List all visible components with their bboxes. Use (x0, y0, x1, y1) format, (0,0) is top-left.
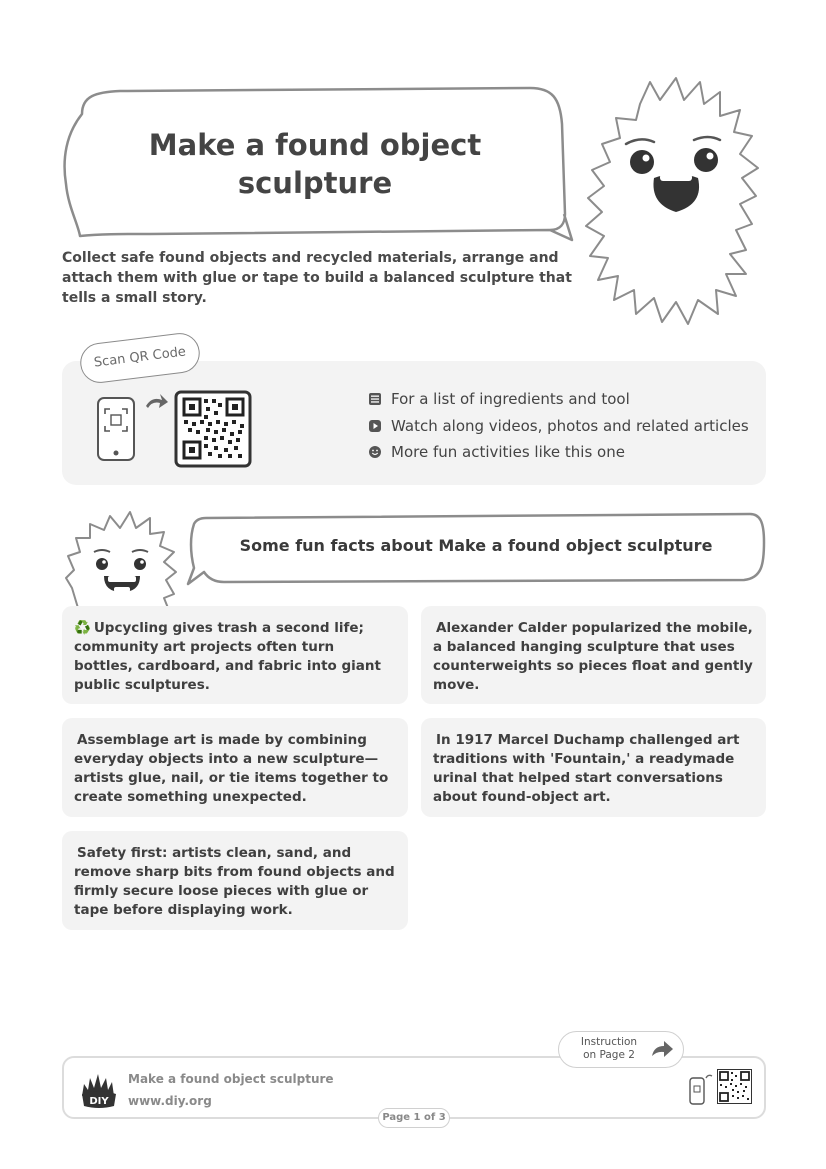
page-indicator: Page 1 of 3 (378, 1108, 450, 1128)
mini-phone-icon (688, 1072, 714, 1106)
phone-icon (98, 398, 134, 460)
qr-item-label: For a list of ingredients and tool (391, 390, 630, 409)
svg-text:DIY: DIY (89, 1096, 109, 1107)
phone-scan-illustration (96, 384, 256, 468)
instruction-link-label: Instruction on Page 2 (580, 1036, 638, 1061)
page-title: Make a found object sculpture (148, 128, 482, 200)
mini-qr-code (717, 1069, 752, 1104)
fact-card (421, 606, 766, 704)
fun-facts-heading: Some fun facts about Make a found object sculpture (239, 536, 713, 555)
qr-item-activities (368, 439, 763, 466)
qr-item-videos (368, 413, 763, 440)
fact-card (421, 718, 766, 817)
fact-card (62, 606, 408, 704)
smiley-icon (368, 445, 382, 459)
qr-benefits-list (368, 386, 763, 466)
fact-text: Assemblage art is made by combining everyday objects into a new sculpture—artists glue, nail, or tie items together to create something unexpected. (74, 732, 389, 805)
footer-title: Make a found object sculpture (128, 1072, 334, 1086)
fact-text: In 1917 Marcel Duchamp challenged art traditions with 'Fountain,' a readymade urinal that helped start conversations about found-object art. (433, 732, 740, 805)
footer-url[interactable]: www.diy.org (128, 1094, 212, 1108)
qr-item-label: More fun activities like this one (391, 443, 625, 462)
fact-text: Upcycling gives trash a second life; community art projects often turn bottles, cardboard, and fabric into giant public sculptures. (74, 620, 381, 693)
qr-item-ingredients (368, 386, 763, 413)
qr-code-image (176, 392, 250, 466)
qr-item-label: Watch along videos, photos and related articles (391, 416, 749, 435)
fact-card (62, 718, 408, 817)
furry-mascot-illustration (580, 74, 770, 328)
fact-text: Alexander Calder popularized the mobile, a balanced hanging sculpture that uses counterweights so pieces float and gently move. (433, 620, 753, 693)
fact-card (62, 831, 408, 930)
small-mascot-illustration (64, 508, 182, 608)
list-icon (368, 392, 382, 406)
fact-text: Safety first: artists clean, sand, and remove sharp bits from found objects and firmly secure loose pieces with glue or tape before displaying work. (74, 845, 395, 918)
arrow-icon (146, 394, 168, 408)
recycle-icon: ♻️ (74, 620, 91, 636)
forward-arrow-icon (650, 1040, 674, 1060)
play-icon (368, 419, 382, 433)
diy-logo (78, 1068, 120, 1110)
intro-text: Collect safe found objects and recycled materials, arrange and attach them with glue or tape to build a balanced sculpture that tells a small story. (62, 250, 572, 306)
scan-qr-code-label: Scan QR Code (78, 331, 202, 385)
